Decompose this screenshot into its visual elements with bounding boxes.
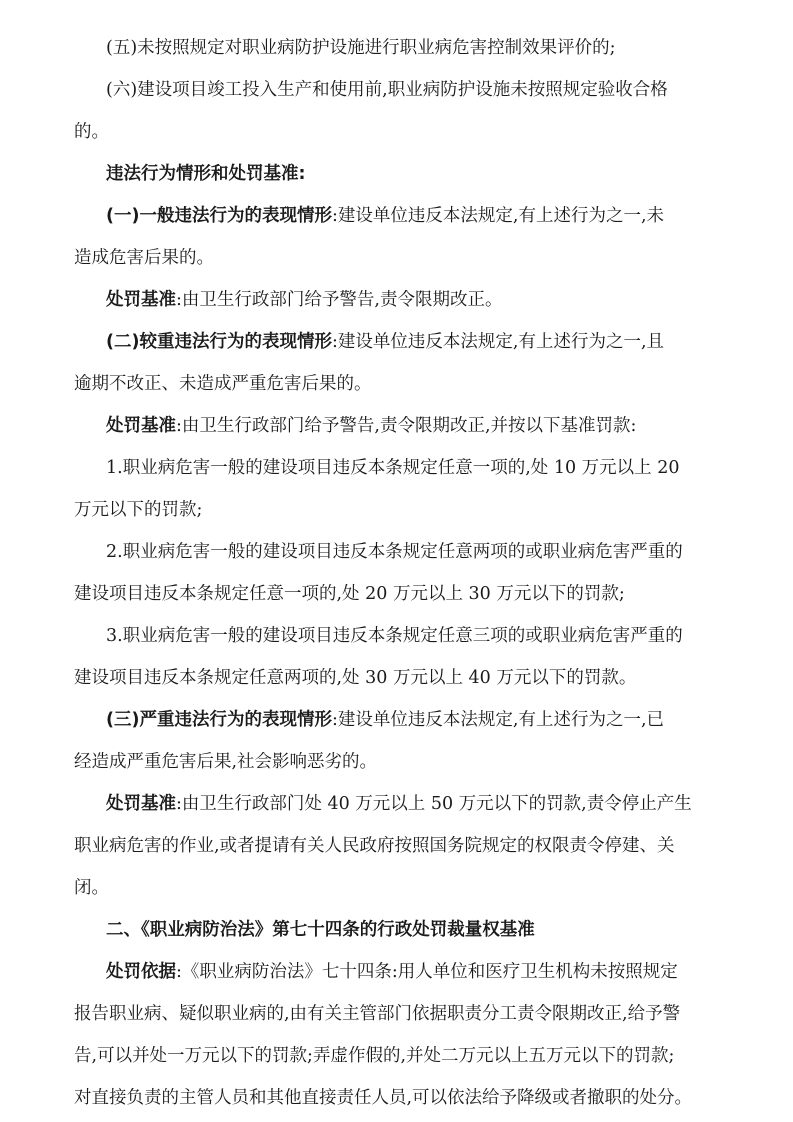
text: 的。: [74, 122, 109, 142]
item-3-cont: [0, 666, 793, 690]
severe-violation-cont: [0, 750, 793, 774]
text: :由卫生行政部门处 40 万元以上 50 万元以下的罚款,责令停止产生: [176, 794, 692, 814]
severe-violation: [0, 708, 793, 732]
text: 告,可以并处一万元以下的罚款;弄虚作假的,并处二万元以上五万元以下的罚款;: [74, 1046, 675, 1066]
penalty-standard-1: [0, 288, 793, 312]
penalty-standard-2: [0, 414, 793, 438]
item-2-cont: [0, 582, 793, 606]
penalty-basis: [0, 960, 793, 984]
label: (一)一般违法行为的表现情形: [106, 206, 332, 226]
penalty-basis-cont-3: [0, 1086, 793, 1110]
item-3: [0, 624, 793, 648]
section-heading-violations: [0, 162, 793, 186]
text: 3.职业病危害一般的建设项目违反本条规定任意三项的或职业病危害严重的: [106, 626, 683, 646]
text: :建设单位违反本法规定,有上述行为之一,未: [332, 206, 665, 226]
clause-6: [0, 78, 793, 102]
text: 万元以下的罚款;: [74, 500, 203, 520]
text: :由卫生行政部门给予警告,责令限期改正,并按以下基准罚款:: [176, 416, 637, 436]
heading: 违法行为情形和处罚基准:: [106, 164, 306, 184]
penalty-standard-3-cont: [0, 834, 793, 858]
text: :建设单位违反本法规定,有上述行为之一,且: [332, 332, 665, 352]
text: (五)未按照规定对职业病防护设施进行职业病危害控制效果评价的;: [106, 38, 616, 58]
text: 2.职业病危害一般的建设项目违反本条规定任意两项的或职业病危害严重的: [106, 542, 683, 562]
label: 处罚依据: [106, 962, 176, 982]
label: (二)较重违法行为的表现情形: [106, 332, 332, 352]
text: 建设项目违反本条规定任意一项的,处 20 万元以上 30 万元以下的罚款;: [74, 584, 625, 604]
text: 1.职业病危害一般的建设项目违反本条规定任意一项的,处 10 万元以上 20: [106, 458, 680, 478]
penalty-standard-3-end: [0, 876, 793, 900]
label: 处罚基准: [106, 290, 176, 310]
heading: 二、《职业病防治法》第七十四条的行政处罚裁量权基准: [106, 920, 535, 940]
general-violation-cont: [0, 246, 793, 270]
text: 报告职业病、疑似职业病的,由有关主管部门依据职责分工责令限期改正,给予警: [74, 1004, 681, 1024]
label: (三)严重违法行为的表现情形: [106, 710, 332, 730]
text: 职业病危害的作业,或者提请有关人民政府按照国务院规定的权限责令停建、关: [74, 836, 675, 856]
penalty-standard-3: [0, 792, 793, 816]
clause-6-cont: [0, 120, 793, 144]
general-violation: [0, 204, 793, 228]
text: :建设单位违反本法规定,有上述行为之一,已: [332, 710, 665, 730]
text: 建设项目违反本条规定任意两项的,处 30 万元以上 40 万元以下的罚款。: [74, 668, 637, 688]
text: :《职业病防治法》七十四条:用人单位和医疗卫生机构未按照规定: [176, 962, 678, 982]
serious-violation: [0, 330, 793, 354]
text: :由卫生行政部门给予警告,责令限期改正。: [176, 290, 503, 310]
item-1-cont: [0, 498, 793, 522]
text: 造成危害后果的。: [74, 248, 214, 268]
item-2: [0, 540, 793, 564]
section-two-heading: [0, 918, 793, 942]
item-1: [0, 456, 793, 480]
text: 经造成严重危害后果,社会影响恶劣的。: [74, 752, 378, 772]
penalty-basis-cont-2: [0, 1044, 793, 1068]
text: 闭。: [74, 878, 109, 898]
serious-violation-cont: [0, 372, 793, 396]
clause-5: [0, 36, 793, 60]
label: 处罚基准: [106, 794, 176, 814]
text: 逾期不改正、未造成严重危害后果的。: [74, 374, 372, 394]
label: 处罚基准: [106, 416, 176, 436]
penalty-basis-cont-1: [0, 1002, 793, 1026]
text: 对直接负责的主管人员和其他直接责任人员,可以依法给予降级或者撤职的处分。: [74, 1088, 693, 1108]
text: (六)建设项目竣工投入生产和使用前,职业病防护设施未按照规定验收合格: [106, 80, 668, 100]
